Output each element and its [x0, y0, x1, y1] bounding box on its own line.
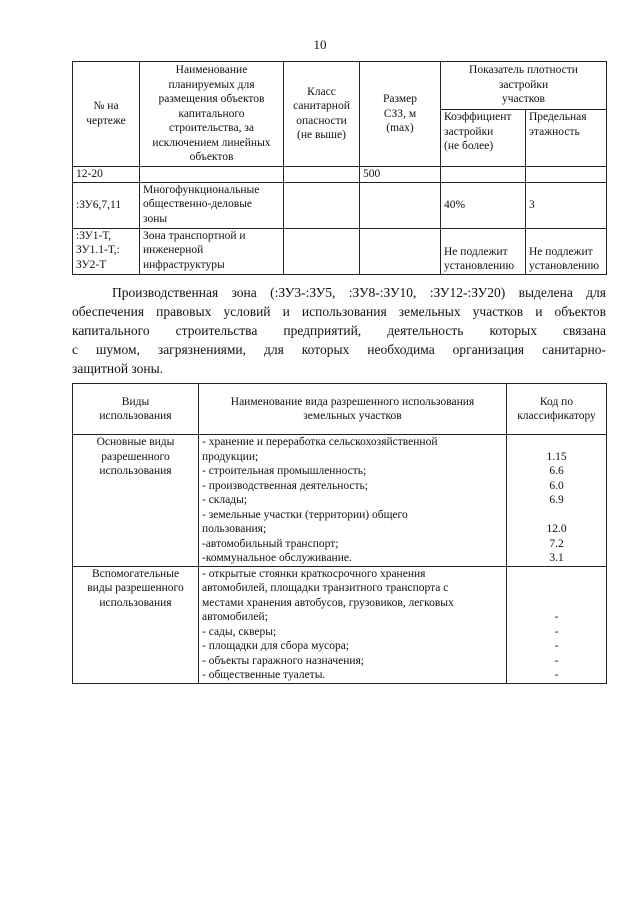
text-line: Предельная	[529, 111, 587, 124]
text-line: Размер	[382, 93, 417, 105]
text-line: - сады, скверы;	[202, 625, 277, 638]
text-line: местами хранения автобусов, грузовиков, легковых	[202, 596, 454, 609]
text-line: застройки	[444, 125, 494, 138]
paragraph-line: капитального строительства предприятий, деятельность которых связана	[72, 323, 606, 338]
text-line: планируемых для	[168, 78, 255, 91]
text-line: пользования;	[202, 523, 267, 535]
text-line: -	[554, 654, 559, 667]
text-line: - склады;	[202, 494, 248, 506]
text-line: автомобилей, площадки транзитного транспорта с	[202, 582, 449, 594]
text-line: - общественные туалеты.	[202, 669, 326, 681]
text-line: :ЗУ6,7,11	[76, 198, 122, 211]
cell-floors	[526, 228, 607, 274]
text-line: установлению	[444, 260, 515, 272]
text-line: земельных участков	[303, 410, 402, 422]
text-line: Не подлежит	[529, 245, 593, 258]
cell-use-type	[73, 566, 199, 683]
cell-use-items	[199, 566, 507, 683]
cell-size	[360, 182, 441, 228]
paragraph-line: защитной зоны.	[72, 361, 164, 376]
cell-class	[284, 228, 360, 274]
text-line: размещения объектов	[158, 93, 265, 105]
text-line: - производственная деятельность;	[202, 479, 368, 492]
text-line: инфраструктуры	[143, 258, 225, 271]
text-line: Основные виды	[96, 436, 175, 448]
cell-num	[73, 166, 140, 182]
cell-name	[140, 166, 284, 182]
text-line: разрешенного	[101, 450, 170, 463]
header-max-floors	[526, 110, 607, 166]
table-row	[73, 435, 607, 567]
text-line: 6.0	[549, 479, 564, 492]
text-line	[510, 581, 603, 596]
text-line: Показатель плотности	[469, 64, 578, 76]
text-line: 6.9	[549, 494, 564, 506]
text-line: инженерной	[143, 244, 204, 256]
cell-use-type	[73, 435, 199, 567]
header-num	[73, 62, 140, 167]
text-line: ЗУ1.1-Т,:	[76, 244, 120, 256]
text-line: Код по	[539, 395, 574, 408]
text-line: 40%	[444, 198, 466, 211]
text-line: -автомобильный транспорт;	[202, 537, 339, 550]
text-line: общественно-деловые	[143, 198, 253, 210]
text-line: Многофункциональные	[143, 183, 260, 196]
header-szz-size	[360, 62, 441, 167]
header-use-name	[199, 384, 507, 435]
cell-num	[73, 228, 140, 274]
header-hazard-class	[284, 62, 360, 167]
text-line: Вспомогательные	[91, 567, 180, 580]
cell-name	[140, 228, 284, 274]
text-line: -	[554, 611, 559, 623]
cell-size: 500	[360, 166, 441, 182]
text-line: установлению	[529, 260, 600, 272]
text-line: Наименование вида разрешенного использования	[230, 395, 475, 408]
text-line: санитарной	[293, 100, 350, 113]
text-line	[510, 567, 603, 582]
text-line	[510, 596, 603, 611]
text-line: виды разрешенного	[87, 582, 184, 594]
text-line: -	[554, 640, 559, 652]
cell-floors	[526, 182, 607, 228]
text-line: - земельные участки (территории) общего	[202, 508, 408, 521]
text-line: 3.1	[549, 552, 564, 564]
production-zone-paragraph	[72, 283, 606, 378]
text-line: - площадки для сбора мусора;	[202, 640, 350, 652]
text-line: зоны	[143, 212, 168, 225]
text-line: :ЗУ1-Т,	[76, 229, 112, 242]
text-line: (не более)	[444, 140, 494, 153]
text-line: строительства, за	[169, 122, 254, 134]
table-row	[73, 566, 607, 683]
cell-codes	[507, 435, 607, 567]
page-number: 10	[313, 37, 327, 52]
text-line: 7.2	[549, 537, 564, 550]
text-line: Зона транспортной и	[143, 229, 246, 242]
text-line: 6.6	[549, 465, 564, 477]
text-line: ЗУ2-Т	[76, 258, 107, 271]
cell-size	[360, 228, 441, 274]
paragraph-line: с шумом, загрязнениями, для которых необходима организация санитарно-	[72, 342, 606, 357]
text-line: использования	[99, 465, 172, 477]
header-coefficient	[441, 110, 526, 166]
cell-coef	[441, 182, 526, 228]
text-line: 3	[529, 198, 535, 211]
text-line: СЗЗ, м	[383, 107, 417, 120]
cell-coef	[441, 228, 526, 274]
text-line: -коммунальное обслуживание.	[202, 552, 352, 564]
text-line	[529, 167, 603, 182]
header-object-name	[140, 62, 284, 167]
text-line	[510, 435, 603, 450]
text-line: автомобилей;	[202, 611, 268, 623]
table-row	[73, 166, 607, 182]
text-line: -	[554, 625, 559, 638]
cell-floors	[526, 166, 607, 182]
text-line: (max)	[386, 122, 414, 134]
cell-coef	[441, 166, 526, 182]
text-line: 1.15	[546, 450, 567, 463]
text-line	[143, 167, 280, 182]
text-line	[444, 167, 522, 182]
header-density	[441, 62, 607, 110]
zoning-parameters-table	[72, 61, 607, 275]
text-line: - строительная промышленность;	[202, 465, 367, 477]
text-line: Не подлежит	[444, 245, 508, 258]
text-line	[510, 508, 603, 523]
text-line: использования	[99, 596, 172, 609]
text-line: опасности	[296, 114, 347, 127]
table-row	[73, 182, 607, 228]
text-line: Класс	[307, 85, 336, 98]
text-line: застройки	[498, 78, 549, 91]
text-line: Коэффициент	[444, 111, 512, 124]
paragraph-line: обеспечения правовых условий и использования земельных участков и объектов	[72, 304, 606, 319]
cell-codes	[507, 566, 607, 683]
header-use-types	[73, 384, 199, 435]
cell-class	[284, 182, 360, 228]
cell-num	[73, 182, 140, 228]
cell-class	[284, 166, 360, 182]
text-line: 12-20	[76, 167, 103, 180]
text-line: - объекты гаражного назначения;	[202, 654, 364, 667]
paragraph-line: Производственная зона (:ЗУ3-:ЗУ5, :ЗУ8-:ЗУ10, :ЗУ12-:ЗУ20) выделена для	[112, 285, 606, 300]
text-line: № на	[93, 100, 119, 113]
text-line: чертеже	[86, 114, 126, 127]
text-line: (не выше)	[297, 129, 346, 142]
text-line: - открытые стоянки краткосрочного хранения	[202, 567, 426, 580]
cell-name	[140, 182, 284, 228]
text-line: продукции;	[202, 450, 259, 463]
text-line: Виды	[121, 395, 150, 408]
text-line: - хранение и переработка сельскохозяйственной	[202, 436, 438, 448]
header-classifier-code	[507, 384, 607, 435]
text-line: Наименование	[175, 64, 248, 76]
text-line: участков	[502, 93, 545, 105]
text-line: этажность	[529, 125, 580, 138]
text-line: 12.0	[546, 523, 567, 535]
text-line: капитального	[178, 107, 245, 120]
permitted-use-table	[72, 383, 607, 684]
cell-use-items	[199, 435, 507, 567]
text-line: исключением линейных	[152, 136, 271, 149]
text-line: классификатору	[517, 410, 596, 422]
text-line: использования	[99, 410, 172, 422]
text-line: -	[554, 669, 559, 681]
text-line: объектов	[189, 151, 234, 163]
table-row	[73, 228, 607, 274]
